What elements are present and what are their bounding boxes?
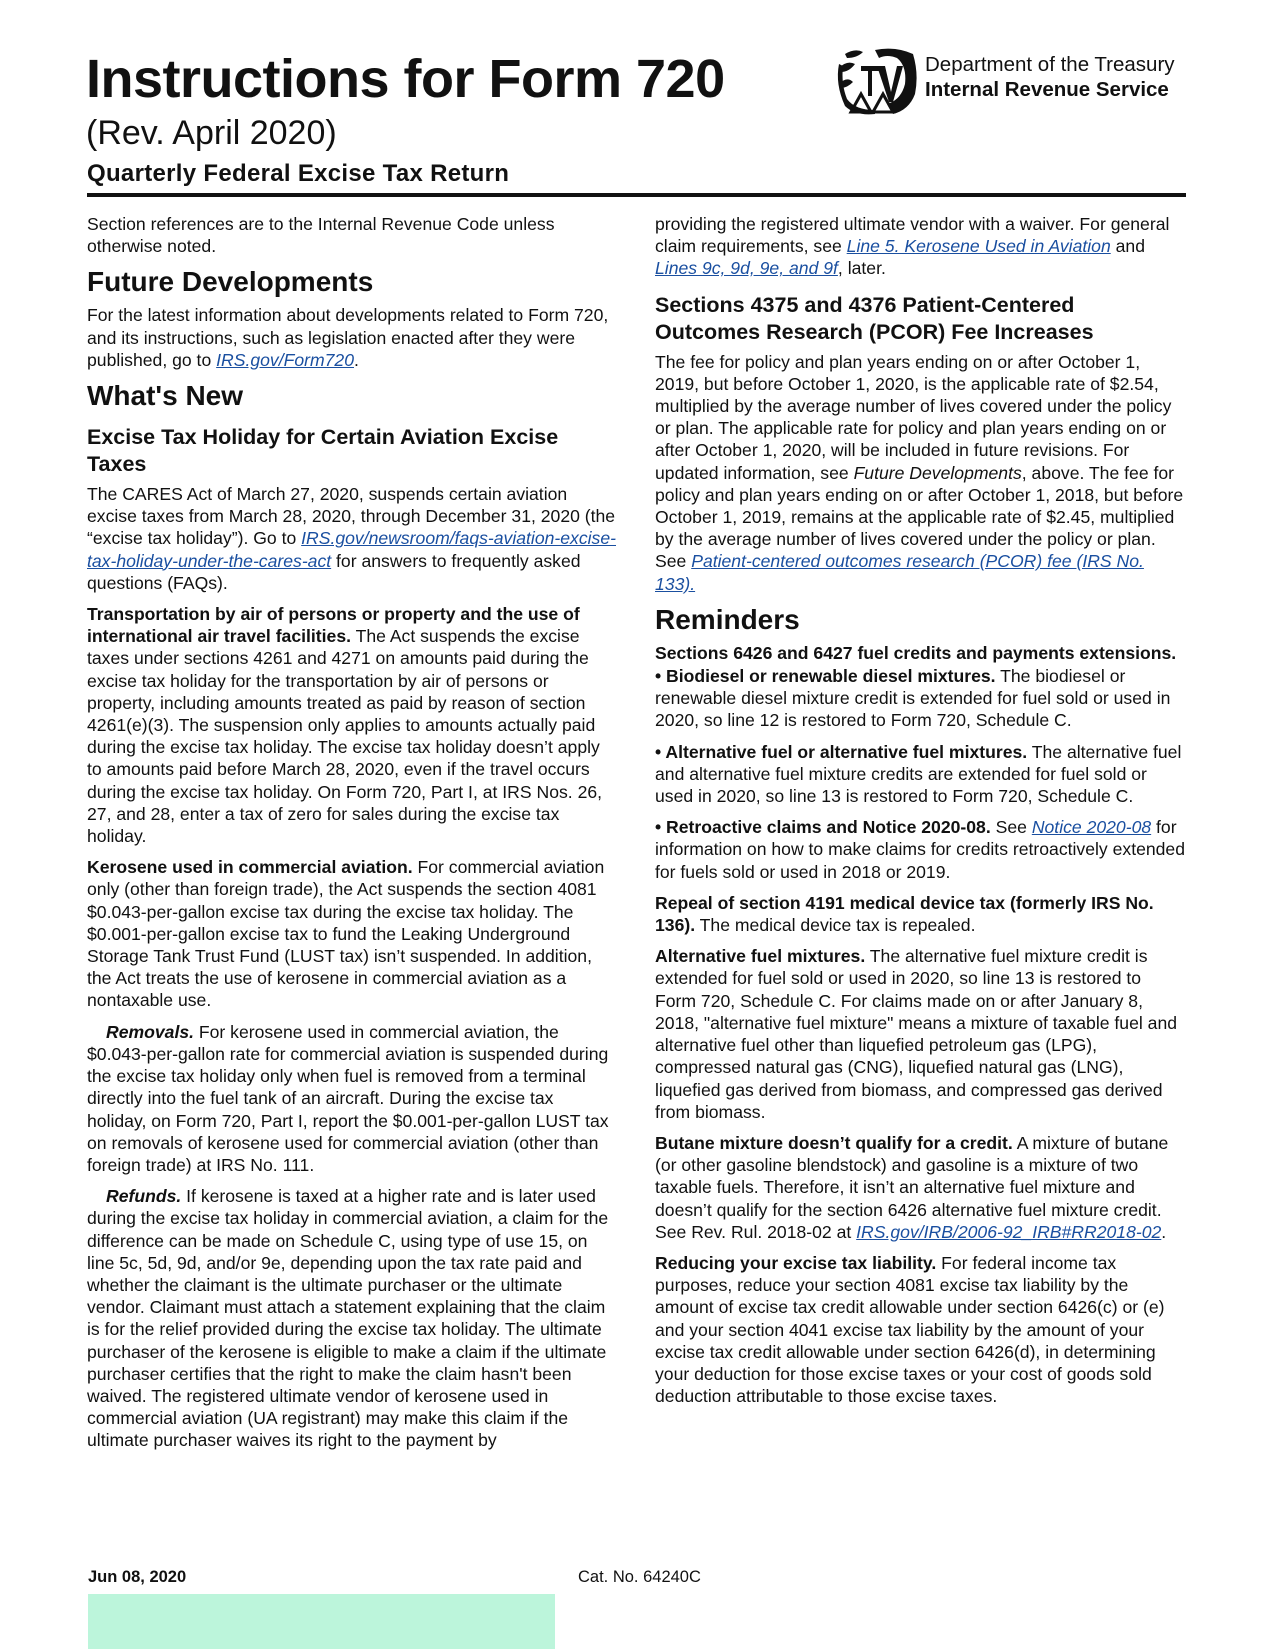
text-run: for information on how to make claims for credits retroactively extended for fuels sold or used in 2018 or 2019. (655, 817, 1186, 882)
paragraph (655, 1132, 1185, 1243)
section-heading (655, 292, 1185, 346)
paragraph (655, 1252, 1185, 1407)
paragraph (655, 892, 1185, 936)
footer-catalog-number: Cat. No. 64240C (578, 1568, 701, 1586)
text-run: Sections 6426 and 6427 fuel credits and payments extensions. (655, 642, 1177, 663)
left-column (87, 213, 617, 1461)
paragraph (655, 741, 1185, 808)
paragraph (655, 213, 1185, 280)
form-subtitle: Quarterly Federal Excise Tax Return (87, 160, 510, 187)
revision-date: (Rev. April 2020) (86, 114, 337, 152)
section-heading (87, 266, 617, 298)
paragraph (87, 603, 617, 847)
paragraph (87, 1185, 617, 1451)
hyperlink[interactable]: Patient-centered outcomes research (PCOR) fee (IRS No. 133). (655, 551, 1144, 594)
agency-department: Department of the Treasury (925, 53, 1175, 76)
run-in-heading: • Retroactive claims and Notice 2020-08. (655, 817, 991, 838)
hyperlink[interactable]: IRS.gov/IRB/2006-92_IRB#RR2018-02 (856, 1221, 1162, 1242)
hyperlink[interactable]: Line 5. Kerosene Used in Aviation (846, 236, 1111, 257)
run-in-heading: Transportation by air of persons or property and the use of international air travel facilities. (87, 604, 580, 647)
footer-date: Jun 08, 2020 (88, 1568, 187, 1586)
text-run: and (1110, 236, 1145, 257)
text-run: Future Developments (87, 266, 374, 298)
text-run: What's New (87, 380, 244, 412)
run-in-heading: • Alternative fuel or alternative fuel mixtures. (655, 741, 1028, 762)
text-run: The CARES Act of March 27, 2020, suspends certain aviation excise taxes from March 28, 2020, through December 31, 2020 (the “excise tax holiday”). Go to (87, 484, 616, 549)
text-run: Excise Tax Holiday for Certain Aviation Excise Taxes (87, 425, 559, 477)
section-heading (87, 380, 617, 412)
section-heading (655, 642, 1185, 664)
text-run: For the latest information about developments related to Form 720, and its instructions, such as legislation enacted after they were published, go to (87, 305, 609, 370)
paragraph (87, 483, 617, 594)
text-run: The medical device tax is repealed. (695, 915, 976, 936)
text-run: Sections 4375 and 4376 Patient-Centered Outcomes Research (PCOR) Fee Increases (655, 292, 1094, 344)
text-run: A mixture of butane (or other gasoline blendstock) and gasoline is a mixture of two taxable fuels. Therefore, it isn’t an alternative fuel mixture and doesn’t qualify for the section 6426 alternative fuel mixture credit. See Rev. Rul. 2018-02 at (655, 1132, 1169, 1242)
run-in-heading: Alternative fuel mixtures. (655, 946, 866, 967)
paragraph (87, 304, 617, 371)
text-run: Reminders (655, 603, 800, 635)
irs-eagle-logo-icon (835, 44, 919, 116)
paragraph (87, 213, 617, 257)
hyperlink[interactable]: Lines 9c, 9d, 9e, and 9f (655, 258, 838, 279)
paragraph (87, 856, 617, 1011)
text-run: Future Developments (853, 462, 1022, 483)
text-run: . (354, 349, 359, 370)
run-in-heading: Butane mixture doesn’t qualify for a credit. (655, 1132, 1013, 1153)
run-in-heading: Reducing your excise tax liability. (655, 1252, 937, 1273)
text-run: The Act suspends the excise taxes under sections 4261 and 4271 on amounts paid during the excise tax holiday for the transportation by air of persons or property, including amounts treated as paid by reason of section 4261(e)(3). The suspension only applies to amounts actually paid during the excise tax holiday. The excise tax holiday doesn’t apply to amounts paid before March 28, 2020, even if the travel occurs during the excise tax holiday. On Form 720, Part I, at IRS Nos. 26, 27, and 28, enter a tax of zero for sales during the excise tax holiday. (87, 626, 603, 847)
right-column (655, 213, 1185, 1416)
text-run: The alternative fuel mixture credit is extended for fuel sold or used in 2020, so line 13 is restored to Form 720, Schedule C. For claims made on or after January 8, 2018, "alternative fuel mixture" means a mixture of taxable fuel and alternative fuel other than liquefied petroleum gas (LPG), compressed natural gas (CNG), liquefied natural gas (LNG), liquefied gas derived from biomass, and compressed gas derived from biomass. (655, 946, 1178, 1122)
paragraph (655, 816, 1185, 883)
run-in-heading: Repeal of section 4191 medical device tax (formerly IRS No. 136). (655, 892, 1154, 936)
page-title: Instructions for Form 720 (86, 49, 725, 109)
header-divider (87, 193, 1186, 197)
hyperlink[interactable]: IRS.gov/Form720 (216, 349, 354, 370)
paragraph (655, 945, 1185, 1123)
hyperlink[interactable]: IRS.gov/newsroom/faqs-aviation-excise-tax-holiday-under-the-cares-act (87, 528, 616, 571)
run-in-heading: Refunds. (106, 1186, 182, 1207)
text-run: for answers to frequently asked questions (FAQs). (87, 550, 581, 593)
run-in-heading: Removals. (106, 1021, 195, 1042)
text-run: See (990, 817, 1032, 838)
text-run: The fee for policy and plan years ending on or after October 1, 2019, but before October 1, 2020, is the applicable rate of $2.54, multiplied by the average number of lives covered under the policy or plan. The applicable rate for policy and plan years ending on or after October 1, 2020, will be included in future revisions. For updated information, see (655, 351, 1172, 483)
agency-name (925, 52, 1175, 102)
hyperlink[interactable]: Notice 2020-08 (1031, 817, 1152, 838)
text-run: , later. (837, 258, 886, 279)
text-run: For commercial aviation only (other than foreign trade), the Act suspends the section 4081 $0.043-per-gallon excise tax during the excise tax holiday. The $0.001-per-gallon excise tax to fund the Leaking Underground Storage Tank Trust Fund (LUST tax) isn’t suspended. In addition, the Act treats the use of kerosene in commercial aviation as a nontaxable use. (87, 857, 605, 1011)
text-run: providing the registered ultimate vendor with a waiver. For general claim requirements, see (655, 214, 1170, 257)
text-run: If kerosene is taxed at a higher rate and is later used during the excise tax holiday in commercial aviation, a claim for the difference can be made on Schedule C, using type of use 15, on line 5c, 5d, 9d, and/or 9e, depending upon the tax rate paid and whether the claimant is the ultimate purchaser or the ultimate vendor. Claimant must attach a statement explaining that the claim is for the relief provided during the excise tax holiday. The ultimate purchaser of the kerosene is eligible to make a claim if the ultimate purchaser certifies that the right to make the claim hasn't been waived. The registered ultimate vendor of kerosene used in commercial aviation (UA registrant) may make this claim if the ultimate purchaser waives its right to the payment by (87, 1186, 609, 1451)
text-run: Section references are to the Internal Revenue Code unless otherwise noted. (87, 214, 555, 257)
paragraph (87, 1021, 617, 1176)
text-run: For kerosene used in commercial aviation, the $0.043-per-gallon rate for commercial aviation is suspended during the excise tax holiday only when fuel is removed from a terminal directly into the fuel tank of an aircraft. During the excise tax holiday, on Form 720, Part I, report the $0.001-per-gallon LUST tax on removals of kerosene used for commercial aviation (other than foreign trade) at IRS No. 111. (87, 1021, 609, 1175)
text-run: The alternative fuel and alternative fuel mixture credits are extended for fuel sold or used in 2020, so line 13 is restored to Form 720, Schedule C. (655, 741, 1182, 807)
paragraph (655, 665, 1185, 732)
run-in-heading: Kerosene used in commercial aviation. (87, 857, 413, 878)
text-run: For federal income tax purposes, reduce your section 4081 excise tax liability by the amount of excise tax credit allowable under section 6426(c) or (e) and your section 4041 excise tax liability by the amount of your excise tax credit allowable under section 6426(d), in determining your deduction for those excise taxes or your cost of goods sold deduction attributable to those excise taxes. (655, 1252, 1165, 1407)
text-run: . (1161, 1221, 1167, 1242)
section-heading (87, 424, 617, 478)
run-in-heading: • Biodiesel or renewable diesel mixtures. (655, 666, 996, 687)
agency-irs: Internal Revenue Service (925, 78, 1169, 101)
text-run: The biodiesel or renewable diesel mixture credit is extended for fuel sold or used in 2020, so line 12 is restored to Form 720, Schedule C. (655, 666, 1171, 731)
section-heading (655, 604, 1185, 636)
paragraph (655, 351, 1185, 595)
highlight-block (88, 1594, 555, 1649)
text-run: , above. The fee for policy and plan years ending on or after October 1, 2018, but before October 1, 2019, remains at the applicable rate of $2.45, multiplied by the average number of lives covered under the policy or plan. See (655, 462, 1184, 572)
